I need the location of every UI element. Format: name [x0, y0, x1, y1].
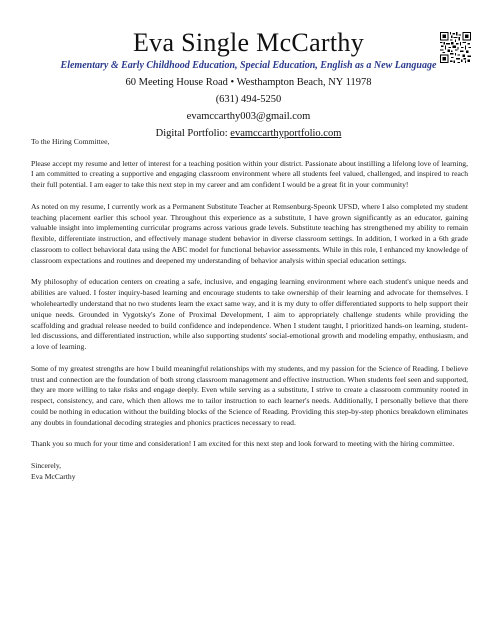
closing: Sincerely, [31, 460, 62, 470]
salutation: To the Hiring Committee, [31, 137, 110, 146]
signature-block [31, 461, 468, 483]
address-line: 60 Meeting House Road • Westhampton Beach, NY 11978 [125, 77, 372, 88]
paragraph-thanks: Thank you so much for your time and consideration! I am excited for this next step and look forward to meeting with the hiring committee. [31, 439, 455, 449]
portfolio-label: Digital Portfolio: [155, 128, 228, 139]
qr-code-icon [440, 32, 471, 63]
applicant-name: Eva Single McCarthy [133, 28, 364, 57]
letter-body [31, 137, 468, 483]
paragraph-strengths: Some of my greatest strengths are how I build meaningful relationships with my students, and my passion for the Science of Reading. I believe trust and connection are the foundation of both strong classroom management and effective instruction. When students feel seen and supported, they are more willing to take risks and engage deeply. Even while serving as a substitute, I strive to create a classroom community rooted in respect, consistency, and care, which then allows me to tailor instruction to each learner's needs. Additionally, I personally believe that there could be nothing in education without the building blocks of the Science of Reading. Providing this step-by-step phonics breakdown eliminates any doubts in foundational decoding strategies and phonics practices necessary to read. [31, 363, 468, 427]
paragraph-philosophy: My philosophy of education centers on creating a safe, inclusive, and engaging learning environment where each student's unique needs and abilities are valued. I foster inquiry-based learning and encourage students to take ownership of their learning and advocate for themselves. I wholeheartedly understand that no two students learn the exact same way, and it is my duty to offer differentiated supports to help support their unique needs. Grounded in Vygotsky's Zone of Proximal Development, I aim to appropriately challenge students while providing the scaffolding and gradual release needed to build confidence and independence. When I student taught, I prioritized hands-on learning, student-led discussions, and differentiated instruction, while also supporting students' social-emotional growth and modeling empathy, enthusiasm, and a love of learning. [31, 277, 468, 352]
signature-name: Eva McCarthy [31, 471, 76, 481]
paragraph-experience: As noted on my resume, I currently work as a Permanent Substitute Teacher at Remsenburg-Speonk UFSD, where I also completed my student teaching placement earlier this school year. Throughout this experience as a substitute, I have grown significantly as an educator, gaining valuable insight into implementing curricular programs across various grade levels. Substitute teaching has strengthened my ability to remain flexible, differentiate instruction, and effectively manage student behavior in diverse classroom settings. In addition, I worked in a 6th grade classroom to collect behavioral data using the ABC model for functional behavior assessments. While in this role, I enhanced my knowledge of classroom expectations and routines and deepened my understanding of behavior analysis within special education settings. [31, 201, 468, 265]
certification-tagline: Elementary & Early Childhood Education, Special Education, English as a New Language [60, 60, 437, 71]
paragraph-intro: Please accept my resume and letter of interest for a teaching position within your district. Passionate about instilling a lifelong love of learning, I am committed to creating a supportive and engaging classroom environment where all students feel valued, challenged, and inspired to reach their full potential. I am eager to take this next step in my career and am confident I would be a great fit in your community! [31, 158, 468, 190]
portfolio-link[interactable]: evamccarthyportfolio.com [230, 128, 342, 139]
letter-header [0, 28, 497, 140]
phone-line: (631) 494-5250 [215, 94, 282, 105]
email-line[interactable]: evamccarthy003@gmail.com [186, 111, 311, 122]
